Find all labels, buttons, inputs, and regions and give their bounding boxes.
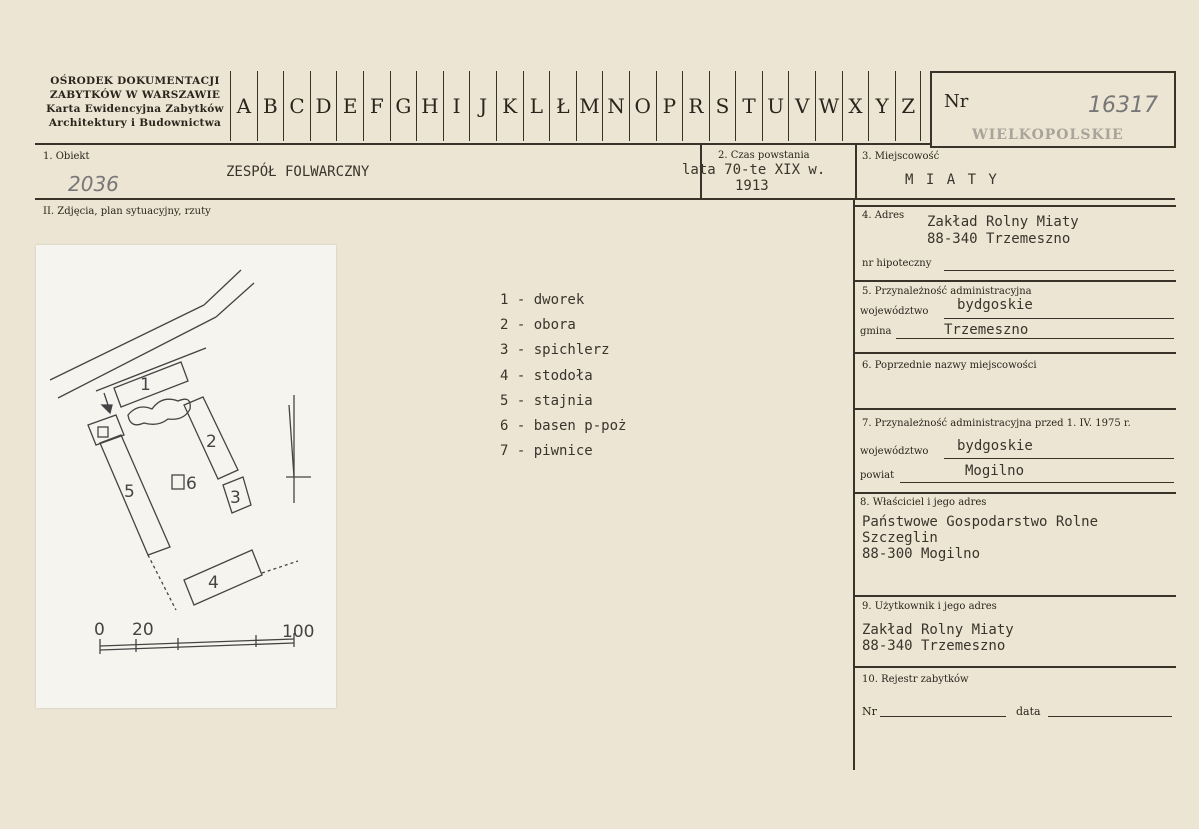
- admin-commune-field: [896, 338, 1174, 339]
- right-column-line: [853, 198, 855, 770]
- scale-label: 20: [132, 620, 154, 640]
- index-letter: S: [709, 71, 736, 141]
- index-letter: D: [310, 71, 337, 141]
- object-handwritten-number: 2036: [68, 172, 119, 196]
- admin-commune-value: Trzemeszno: [944, 322, 1029, 338]
- owner-line1: Państwowe Gospodarstwo Rolne: [862, 514, 1099, 530]
- institution-header: [40, 74, 230, 130]
- index-letter: H: [416, 71, 443, 141]
- index-letter: Z: [895, 71, 922, 141]
- legend-item: 2 - obora: [500, 317, 576, 334]
- index-letter: I: [443, 71, 470, 141]
- index-letter: J: [469, 71, 496, 141]
- plan-label: 5: [124, 482, 135, 502]
- legend-item: 6 - basen p-poż: [500, 417, 627, 434]
- header-divider: [35, 143, 931, 145]
- admin-before-voivodeship-field: [944, 458, 1174, 459]
- admin-before-county-field: [900, 482, 1174, 483]
- owner-label: 8. Właściciel i jego adres: [860, 497, 987, 508]
- registry-nr-field: [880, 716, 1006, 717]
- index-letter: W: [815, 71, 842, 141]
- institution-line: Architektury i Budownictwa: [48, 117, 222, 129]
- admin-commune-label: gmina: [860, 326, 892, 337]
- admin-voivodeship-field: [944, 318, 1174, 319]
- plan-label: 3: [230, 488, 241, 508]
- index-letter: A: [230, 71, 257, 141]
- date-line1: lata 70-te XIX w.: [682, 162, 826, 178]
- separator: [854, 352, 1176, 354]
- index-letter: V: [788, 71, 815, 141]
- institution-line: Karta Ewidencyjna Zabytków: [46, 103, 224, 115]
- locality-label: 3. Miejscowość: [862, 151, 940, 162]
- registry-nr-label: Nr: [862, 705, 877, 718]
- object-label: 1. Obiekt: [43, 151, 90, 162]
- index-letter: T: [735, 71, 762, 141]
- plan-label: 2: [206, 432, 217, 452]
- admin-before-voivodeship-value: bydgoskie: [957, 438, 1033, 454]
- index-letter: P: [656, 71, 683, 141]
- index-letter: M: [576, 71, 603, 141]
- site-plan-drawing: [36, 245, 336, 708]
- index-letter: N: [602, 71, 629, 141]
- object-value: ZESPÓŁ FOLWARCZNY: [226, 164, 370, 180]
- region-stamp: WIELKOPOLSKIE: [972, 127, 1124, 143]
- admin-before-county-value: Mogilno: [965, 463, 1025, 479]
- separator: [854, 492, 1176, 494]
- plan-label: 1: [140, 375, 151, 395]
- index-letter: G: [390, 71, 417, 141]
- user-line1: Zakład Rolny Miaty: [862, 622, 1014, 638]
- alphabet-index: [230, 71, 921, 141]
- owner-line3: 88-300 Mogilno: [862, 546, 981, 562]
- index-letter: R: [682, 71, 709, 141]
- separator: [854, 205, 1176, 207]
- index-letter: U: [762, 71, 789, 141]
- mortgage-label: nr hipoteczny: [862, 258, 932, 269]
- locality-value: M I A T Y: [905, 172, 999, 188]
- nr-value: 16317: [1088, 93, 1158, 118]
- admin-before-county-label: powiat: [860, 470, 895, 481]
- date-right-line: [855, 143, 857, 199]
- legend-item: 4 - stodoła: [500, 367, 593, 384]
- index-letter: X: [842, 71, 869, 141]
- registry-label: 10. Rejestr zabytków: [862, 674, 969, 685]
- legend-list: [500, 288, 626, 464]
- address-line1: Zakład Rolny Miaty: [927, 214, 1079, 230]
- address-label: 4. Adres: [862, 210, 905, 221]
- index-letter: Ł: [549, 71, 576, 141]
- nr-box: [930, 71, 1176, 148]
- legend-item: 5 - stajnia: [500, 392, 593, 409]
- separator: [854, 595, 1176, 597]
- date-line2: 1913: [735, 178, 769, 194]
- address-line2: 88-340 Trzemeszno: [927, 231, 1071, 247]
- index-letter: B: [257, 71, 284, 141]
- plan-label: 6: [186, 474, 197, 494]
- legend-item: 3 - spichlerz: [500, 342, 610, 359]
- user-label: 9. Użytkownik i jego adres: [862, 601, 997, 612]
- separator: [854, 280, 1176, 282]
- owner-line2: Szczeglin: [862, 530, 938, 546]
- separator: [854, 408, 1176, 410]
- scale-label: 100: [282, 622, 315, 642]
- admin-before-label: 7. Przynależność administracyjna przed 1. IV. 1975 r.: [862, 418, 1131, 429]
- site-plan-photo: [36, 245, 336, 708]
- row1-bottom-line: [35, 198, 1175, 200]
- registry-date-field: [1048, 716, 1172, 717]
- registry-date-label: data: [1016, 705, 1041, 718]
- previous-names-label: 6. Poprzednie nazwy miejscowości: [862, 360, 1037, 371]
- photos-label: II. Zdjęcia, plan sytuacyjny, rzuty: [43, 206, 211, 217]
- separator: [854, 666, 1176, 668]
- legend-item: 7 - piwnice: [500, 443, 593, 460]
- index-letter: Y: [868, 71, 895, 141]
- legend-item: 1 - dworek: [500, 292, 585, 308]
- user-line2: 88-340 Trzemeszno: [862, 638, 1006, 654]
- plan-label: 4: [208, 573, 219, 593]
- mortgage-field: [944, 270, 1174, 271]
- index-letter: C: [283, 71, 310, 141]
- admin-label: 5. Przynależność administracyjna: [862, 286, 1032, 297]
- scale-label: 0: [94, 620, 105, 640]
- nr-label: Nr: [944, 91, 969, 112]
- index-letter: E: [336, 71, 363, 141]
- index-letter: K: [496, 71, 523, 141]
- admin-voivodeship-value: bydgoskie: [957, 297, 1033, 313]
- admin-before-voivodeship-label: województwo: [860, 446, 929, 457]
- index-letter: O: [629, 71, 656, 141]
- institution-line: ZABYTKÓW W WARSZAWIE: [49, 89, 221, 101]
- date-label: 2. Czas powstania: [718, 150, 810, 161]
- index-letter: F: [363, 71, 390, 141]
- institution-line: OŚRODEK DOKUMENTACJI: [50, 75, 220, 87]
- admin-voivodeship-label: województwo: [860, 306, 929, 317]
- index-letter: L: [523, 71, 550, 141]
